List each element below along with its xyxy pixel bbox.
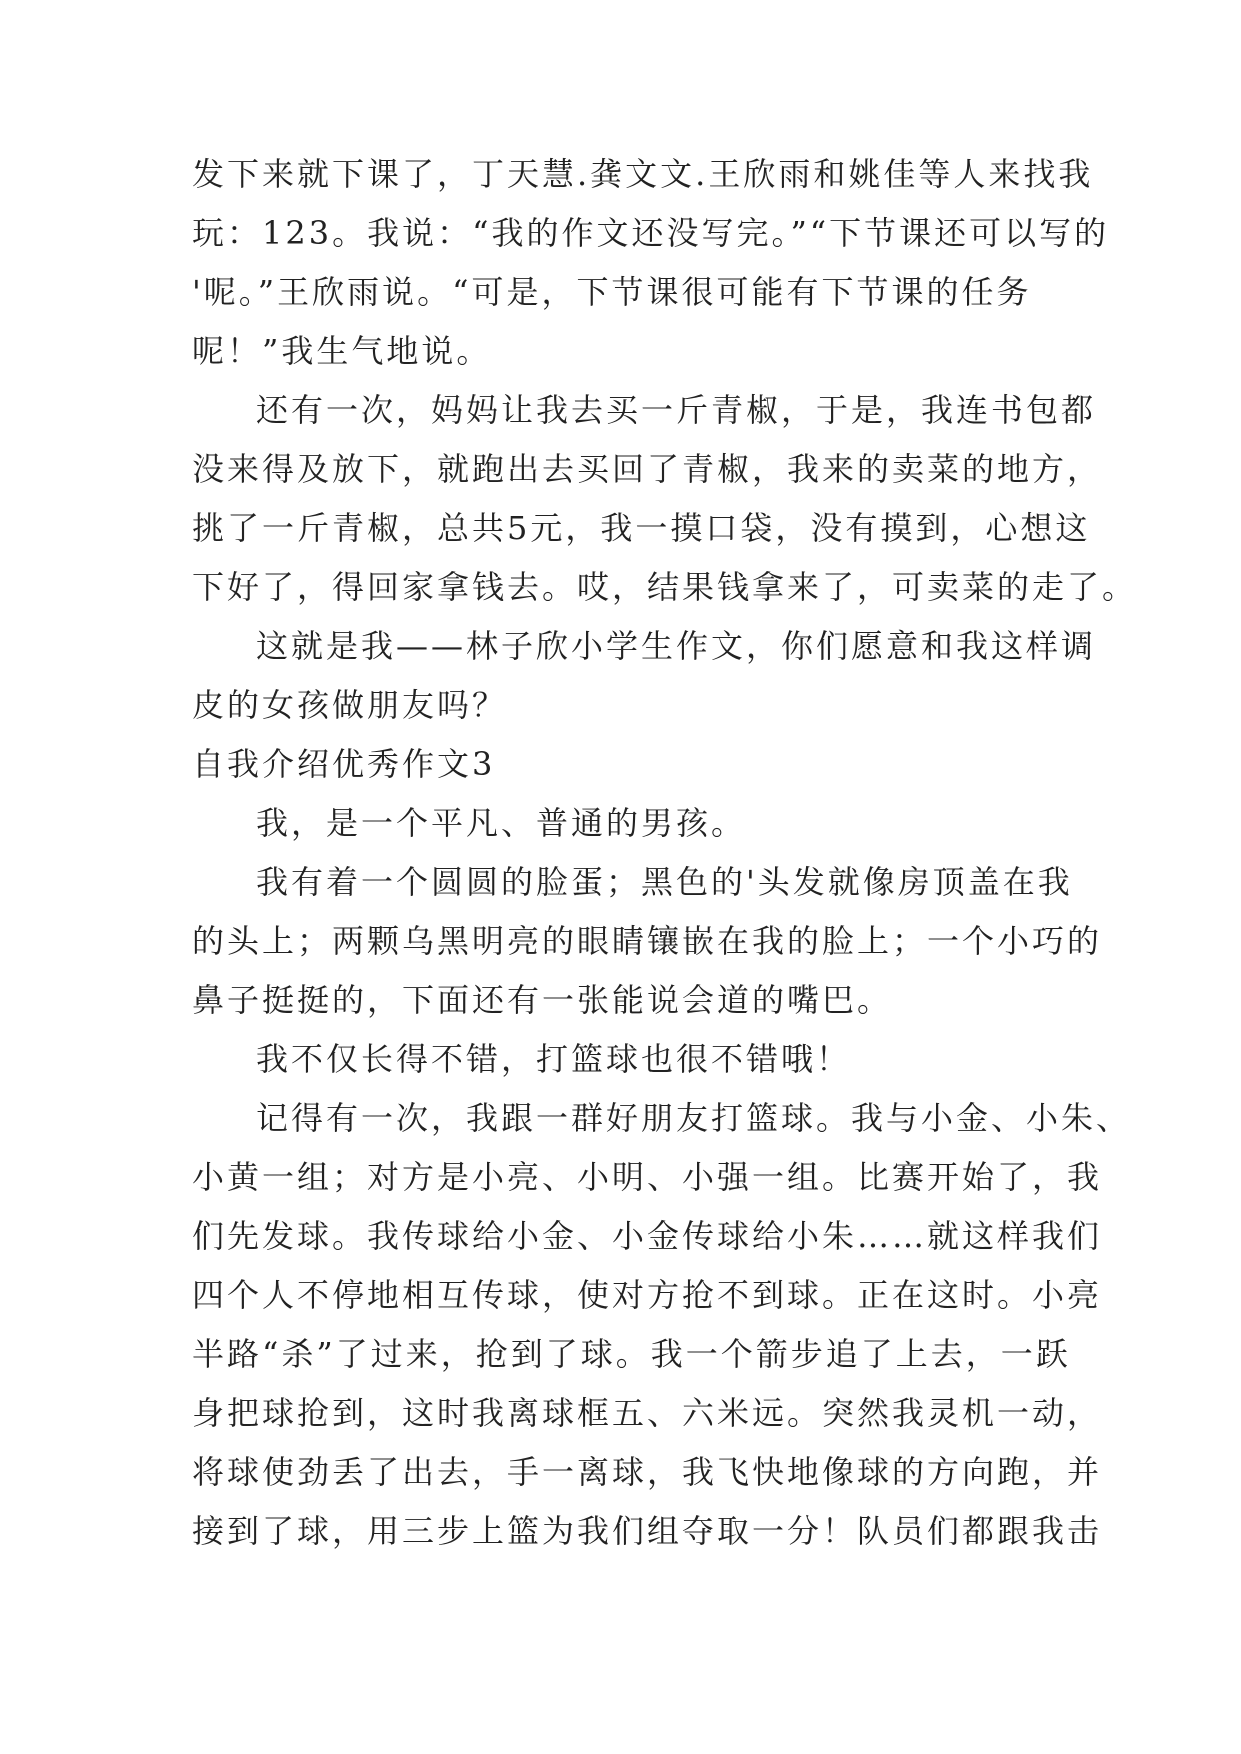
text-line: 将球使劲丢了出去，手一离球，我飞快地像球的方向跑，并 (192, 1453, 1103, 1491)
text-line: 我有着一个圆圆的脸蛋；黑色的'头发就像房顶盖在我 (256, 863, 1073, 901)
text-line: 我不仅长得不错，打篮球也很不错哦！ (256, 1040, 852, 1078)
text-line: 还有一次，妈妈让我去买一斤青椒，于是，我连书包都 (256, 391, 1097, 429)
text-line: 小黄一组；对方是小亮、小明、小强一组。比赛开始了，我 (192, 1158, 1103, 1196)
text-line: 呢！”我生气地说。 (192, 332, 492, 370)
text-line: 四个人不停地相互传球，使对方抢不到球。正在这时。小亮 (192, 1276, 1103, 1314)
text-line: 记得有一次，我跟一群好朋友打篮球。我与小金、小朱、 (256, 1099, 1132, 1137)
text-line: 身把球抢到，这时我离球框五、六米远。突然我灵机一动， (192, 1394, 1103, 1432)
text-line: 我，是一个平凡、普通的男孩。 (256, 804, 747, 842)
text-line: 挑了一斤青椒，总共5元，我一摸口袋，没有摸到，心想这 (192, 509, 1091, 547)
text-line: 玩：123。我说：“我的作文还没写完。”“下节课还可以写的 (192, 214, 1110, 252)
text-line: 下好了，得回家拿钱去。哎，结果钱拿来了，可卖菜的走了。 (192, 568, 1138, 606)
text-line: 皮的女孩做朋友吗？ (192, 686, 508, 724)
text-line: 接到了球，用三步上篮为我们组夺取一分！队员们都跟我击 (192, 1512, 1103, 1550)
text-line: 鼻子挺挺的，下面还有一张能说会道的嘴巴。 (192, 981, 893, 1019)
text-line: 半路“杀”了过来，抢到了球。我一个箭步追了上去，一跃 (192, 1335, 1071, 1373)
text-line: '呢。”王欣雨说。“可是，下节课很可能有下节课的任务 (192, 273, 1032, 311)
text-line: 这就是我——林子欣小学生作文，你们愿意和我这样调 (256, 627, 1097, 665)
text-line: 们先发球。我传球给小金、小金传球给小朱……就这样我们 (192, 1217, 1103, 1255)
text-line: 的头上；两颗乌黑明亮的眼睛镶嵌在我的脸上；一个小巧的 (192, 922, 1103, 960)
text-line: 没来得及放下，就跑出去买回了青椒，我来的卖菜的地方， (192, 450, 1103, 488)
section-heading: 自我介绍优秀作文3 (192, 745, 496, 783)
text-line: 发下来就下课了，丁天慧.龚文文.王欣雨和姚佳等人来找我 (192, 155, 1094, 193)
